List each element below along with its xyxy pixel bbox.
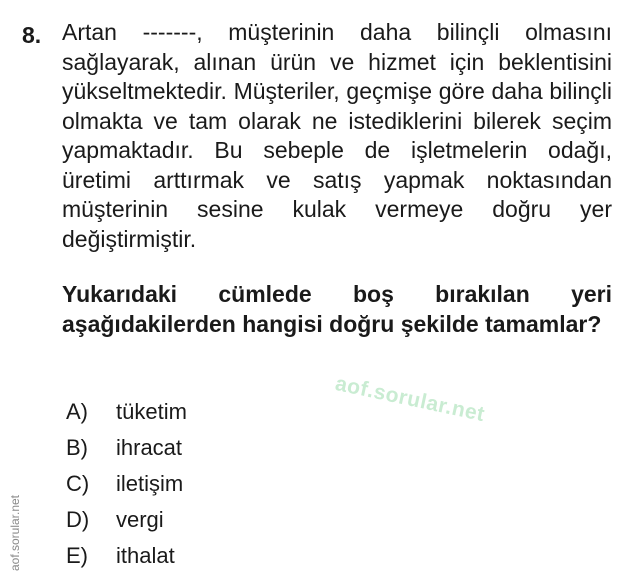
- question-prompt: Yukarıdaki cümlede boş bırakılan yeri aşağıdakilerden hangisi doğru şekilde tamamlar?: [62, 281, 612, 337]
- option-letter: D): [66, 507, 90, 532]
- option-letter: C): [66, 471, 90, 496]
- option-c[interactable]: [66, 466, 187, 502]
- answer-options: [66, 394, 187, 574]
- option-b[interactable]: [66, 430, 187, 466]
- side-watermark: aof.sorular.net: [8, 494, 22, 572]
- option-a[interactable]: [66, 394, 187, 430]
- option-text: vergi: [116, 507, 164, 532]
- option-letter: E): [66, 543, 88, 568]
- option-e[interactable]: [66, 538, 187, 574]
- option-letter: B): [66, 435, 88, 460]
- option-d[interactable]: [66, 502, 187, 538]
- question-stem: Artan -------, müşterinin daha bilinçli olmasını sağlayarak, alınan ürün ve hizmet için beklentisini yükseltmektedir. Müşteriler, geçmişe göre daha bilinçli olmakta ve tam olarak ne istediklerini bilerek seçim yapmaktadır. Bu sebeple de işletmelerin odağı, üretimi arttırmak ve satış yapmak noktasından müşterinin sesine kulak vermeye doğru yer değiştirmiştir.: [62, 19, 612, 252]
- watermark: aof.sorular.net: [333, 372, 487, 427]
- option-text: ithalat: [116, 543, 175, 568]
- option-text: ihracat: [116, 435, 183, 460]
- option-text: tüketim: [116, 399, 187, 424]
- question-number: 8.: [22, 22, 42, 48]
- option-letter: A): [66, 399, 88, 424]
- option-text: iletişim: [116, 471, 184, 496]
